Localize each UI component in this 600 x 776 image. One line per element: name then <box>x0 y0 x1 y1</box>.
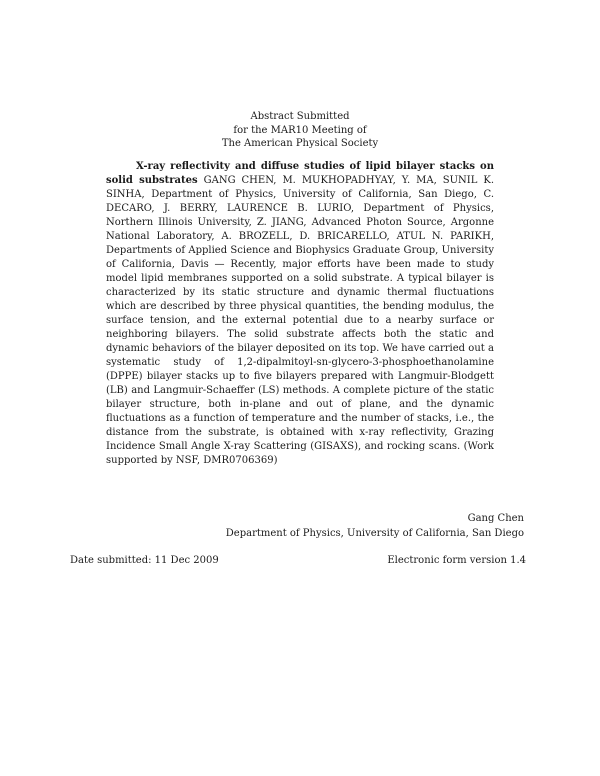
abstract-authors: GANG CHEN, M. MUKHOPADHYAY, Y. MA, SUNIL K. SINHA, Department of Physics, University of California, San Diego, C. DECARO, J. BERRY, LAURENCE B. LURIO, Department of Physics, Northern Illinois University, Z. JIANG, Advanced Photon Source, Argonne National Laboratory, A. BROZELL, D. BRICARELLO, ATUL N. PARIKH, Departments of Applied Science and Biophysics Graduate Group, University of California, Davis — <box>106 175 495 270</box>
abstract-title: X-ray reflectivity and diffuse studies of lipid bilayer stacks on solid substrates <box>106 161 494 186</box>
abstract-block <box>106 160 494 468</box>
header-line-abstract-submitted: Abstract Submitted <box>250 111 350 122</box>
form-version: Electronic form version 1.4 <box>387 555 526 566</box>
date-submitted: Date submitted: 11 Dec 2009 <box>70 555 219 566</box>
header-line-meeting: for the MAR10 Meeting of <box>233 124 367 136</box>
signature-affiliation: Department of Physics, University of California, San Diego <box>225 527 524 539</box>
signature-block <box>226 512 524 541</box>
abstract-body: Recently, major efforts have been made to study model lipid membranes supported on a solid substrate. A typical bilayer is characterized by its static structure and dynamic thermal fluctuations which are described by three physical quantities, the bending modulus, the surface tension, and the external potential due to a nearby surface or neighboring bilayers. The solid substrate affects both the static and dynamic behaviors of the bilayer deposited on its top. We have carried out a systematic study of 1,2-dipalmitoyl-sn-glycero-3-phosphoethanolamine (DPPE) bilayer stacks up to five bilayers prepared with Langmuir-Blodgett (LB) and Langmuir-Schaeffer (LS) methods. A complete picture of the static bilayer structure, both in-plane and out of plane, and the dynamic fluctuations as a function of temperature and the number of stacks, i.e., the distance from the substrate, is obtained with x-ray reflectivity, Grazing Incidence Small Angle X-ray Scattering (GISAXS), and rocking scans. (Work supported by NSF, DMR0706369) <box>106 259 494 466</box>
submission-header <box>0 110 600 151</box>
signature-name: Gang Chen <box>467 513 524 524</box>
header-line-society: The American Physical Society <box>221 138 379 149</box>
